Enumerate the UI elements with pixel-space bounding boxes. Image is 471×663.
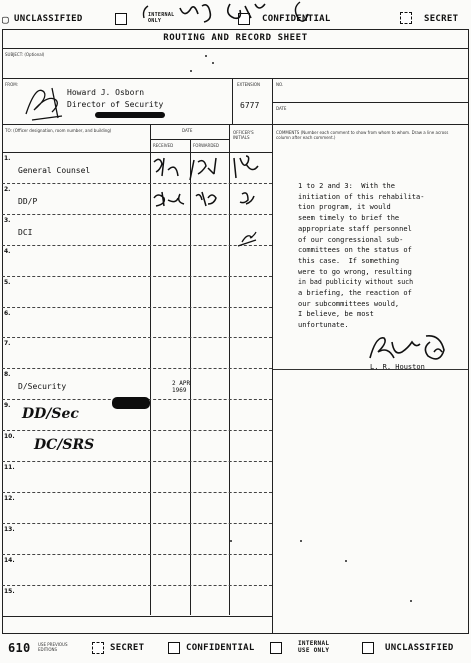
row-number: 9. (4, 402, 11, 410)
row-number: 11. (4, 464, 15, 471)
subject-label: SUBJECT: (Optional) (5, 52, 45, 57)
from-signature-scribble (22, 84, 66, 124)
handwritten-dates-initials (150, 152, 272, 252)
comments-header: COMMENTS (Number each comment to show from whom to whom. Draw a line across column after each comment.) (276, 130, 449, 140)
date-column-header: DATE (182, 128, 193, 133)
extension-no-divider (272, 78, 273, 124)
footer-confidential-checkbox[interactable] (168, 642, 180, 654)
forwarded-header: FORWARDED (193, 143, 220, 148)
speck (230, 540, 232, 542)
row-to-field[interactable]: DCI (18, 227, 33, 237)
top-internal-label: INTERNAL ONLY (148, 12, 175, 24)
row-divider (2, 276, 272, 277)
footer-secret-label: SECRET (110, 643, 145, 653)
row-number: 10. (4, 433, 15, 441)
top-handwriting-scrawl (120, 0, 330, 32)
top-confidential-label: CONFIDENTIAL (262, 14, 331, 24)
subject-divider (2, 78, 469, 79)
speck (212, 62, 214, 64)
remarks-text (298, 181, 468, 331)
row-number: 12. (4, 494, 15, 502)
row-divider (2, 523, 272, 524)
houston-signature (360, 330, 460, 366)
speck (300, 540, 302, 542)
remarks-line: in bad publicity without such (298, 278, 414, 287)
speck (345, 560, 347, 562)
initials-header: OFFICER'S INITIALS (233, 130, 254, 140)
row-number: 14. (4, 556, 15, 564)
remarks-line: 1 to 2 and 3: With the (298, 182, 395, 190)
row-number: 4. (4, 247, 11, 255)
remarks-line: appropriate staff personnel (298, 224, 412, 233)
row-number: 13. (4, 525, 15, 533)
col-divider-4 (272, 124, 273, 633)
remarks-signature: L. R. Houston (370, 363, 425, 371)
row-divider (2, 492, 272, 493)
remarks-line: seem timely to brief the (298, 214, 400, 223)
remarks-line: tion program, it would (298, 203, 391, 212)
row-divider (2, 585, 272, 586)
top-secret-label: SECRET (424, 14, 459, 24)
subject-field[interactable] (70, 50, 465, 76)
footer-secret-checkbox[interactable] (92, 642, 104, 654)
row-divider (2, 368, 272, 369)
form-number: 610 (8, 641, 31, 655)
row-to-field[interactable]: DC/SRS (34, 437, 95, 454)
remarks-line: committees on the status of (298, 246, 412, 255)
row-divider (2, 337, 272, 338)
row-to-field[interactable]: DD/P (18, 196, 38, 206)
speck (410, 600, 412, 602)
remarks-line: unfortunate. (298, 321, 349, 330)
remarks-line: initiation of this rehabilita- (298, 192, 425, 201)
no-date-divider (272, 102, 469, 103)
row-number: 8. (4, 371, 11, 379)
row-received-date: 2 APR 1969 (172, 380, 191, 395)
remarks-line: a briefing, the reaction of (298, 289, 412, 298)
remarks-line: were to go wrong, resulting (298, 267, 412, 276)
from-label: FROM: (5, 82, 19, 87)
speck (190, 70, 192, 72)
remarks-line: our subcommittees would, (298, 299, 400, 308)
footer-unclassified-checkbox[interactable] (362, 642, 374, 654)
row-number: 5. (4, 278, 11, 286)
frame-bottom-line (2, 633, 469, 634)
footer-internal-checkbox[interactable] (270, 642, 282, 654)
footer-confidential-label: CONFIDENTIAL (186, 643, 255, 653)
from-extension-divider (232, 78, 233, 124)
form-use-previous: USE PREVIOUS EDITIONS (38, 642, 68, 652)
frame-left-line (2, 29, 3, 633)
row-number: 15. (4, 587, 15, 595)
title-divider (2, 48, 469, 49)
remarks-line: this case. If something (298, 256, 400, 265)
to-column-header: TO: (Officer designation, room number, and building) (5, 128, 112, 133)
footer-internal-label: INTERNAL USE ONLY (298, 640, 330, 654)
row-divider (2, 616, 272, 617)
frame-top-line (2, 29, 469, 30)
row-number: 6. (4, 309, 11, 317)
from-name: Howard J. Osborn (67, 88, 145, 97)
speck (205, 55, 207, 57)
row-divider (2, 307, 272, 308)
remarks-line: I believe, be most (298, 310, 374, 319)
row-to-field[interactable]: D/Security (18, 382, 67, 392)
row-number: 3. (4, 216, 11, 224)
extension-label: EXTENSION (237, 82, 261, 87)
row-number: 2. (4, 185, 11, 193)
remarks-line: of our congressional sub- (298, 235, 404, 244)
top-unclassified-mark: ▢ (2, 13, 9, 26)
remarks-end-line (273, 369, 468, 370)
row-to-field[interactable]: DD/Sec (22, 406, 79, 423)
row-divider (2, 461, 272, 462)
from-title: Director of Security (67, 100, 164, 109)
row-to-field[interactable]: General Counsel (18, 166, 91, 175)
extension-value: 6777 (240, 101, 260, 110)
from-divider (2, 124, 469, 125)
row-divider (2, 554, 272, 555)
row-number: 1. (4, 155, 11, 162)
footer-unclassified-label: UNCLASSIFIED (385, 643, 454, 653)
redaction-bar (95, 112, 165, 118)
no-label: NO. (276, 82, 284, 87)
form-title: ROUTING AND RECORD SHEET (163, 33, 308, 43)
top-secret-checkbox[interactable] (400, 12, 412, 24)
top-unclassified-label: UNCLASSIFIED (14, 14, 83, 24)
row-number: 7. (4, 340, 11, 348)
received-header: RECEIVED (153, 143, 174, 148)
date-label: DATE (276, 106, 287, 111)
row8-redaction (112, 397, 150, 409)
row-divider (2, 430, 272, 431)
frame-right-line (468, 29, 469, 633)
